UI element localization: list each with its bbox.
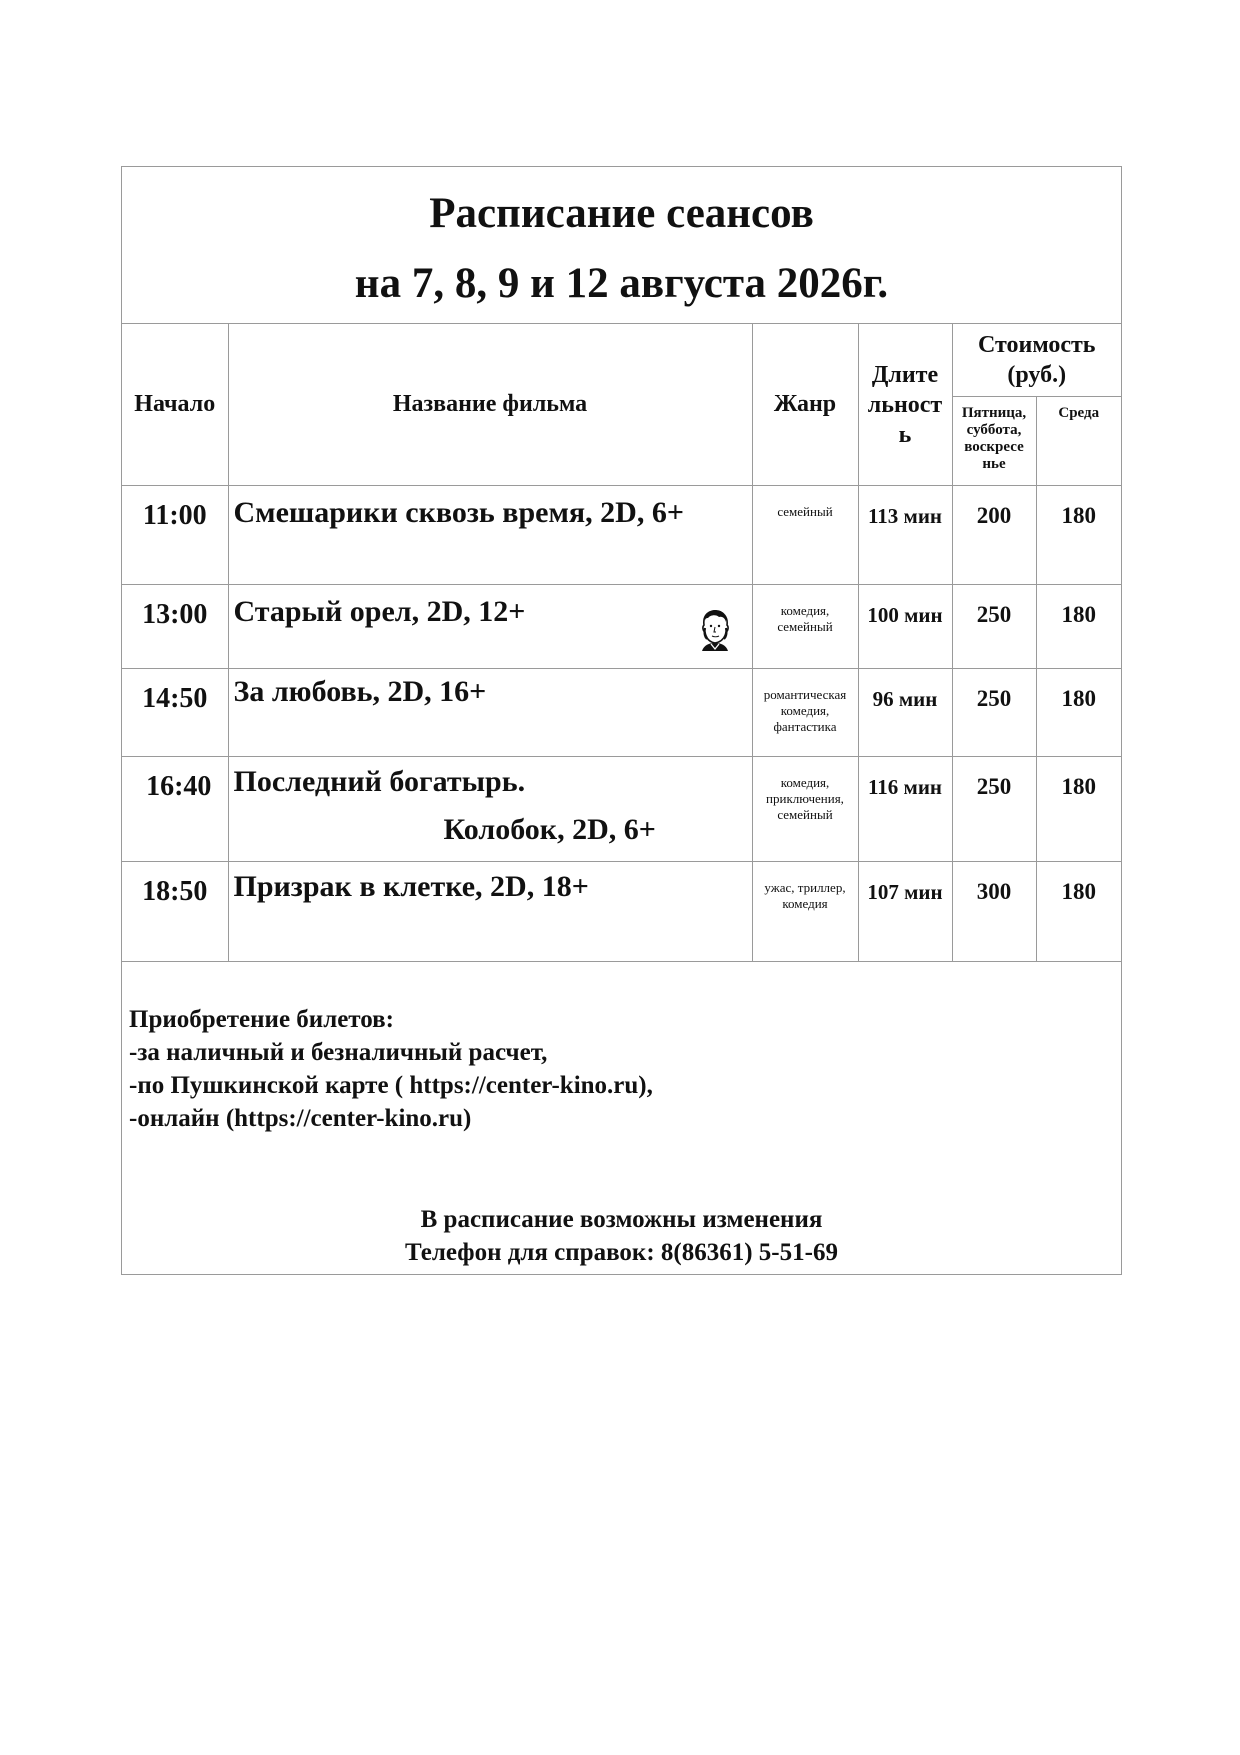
film-title: Старый орел, 2D, 12+ — [233, 595, 526, 628]
title-block — [122, 167, 1121, 324]
pushkin-card-icon — [696, 607, 734, 651]
price-wednesday: 180 — [1036, 669, 1121, 757]
film-title: Призрак в клетке, 2D, 18+ — [233, 870, 589, 903]
ticket-option-cash: -за наличный и безналичный расчет, — [129, 1039, 548, 1066]
price-weekend: 250 — [952, 669, 1036, 757]
session-film — [228, 757, 752, 862]
session-film — [228, 862, 752, 962]
session-genre: комедия, приключения, семейный — [752, 757, 858, 862]
session-start: 13:00 — [122, 585, 228, 669]
ticket-option-pushkin: -по Пушкинской карте ( https://center-kino.ru), — [129, 1072, 653, 1099]
page-title: Расписание сеансов — [429, 190, 814, 237]
price-weekend: 250 — [952, 757, 1036, 862]
session-row — [122, 862, 1121, 962]
price-wednesday: 180 — [1036, 757, 1121, 862]
price-weekend: 250 — [952, 585, 1036, 669]
session-genre: романтическая комедия, фантастика — [752, 669, 858, 757]
header-genre: Жанр — [752, 324, 858, 486]
session-genre: комедия, семейный — [752, 585, 858, 669]
session-start: 16:40 — [122, 757, 228, 862]
ticket-heading: Приобретение билетов: — [129, 1006, 394, 1033]
session-film — [228, 486, 752, 585]
price-wednesday: 180 — [1036, 486, 1121, 585]
session-start: 18:50 — [122, 862, 228, 962]
session-film — [228, 669, 752, 757]
price-weekend: 200 — [952, 486, 1036, 585]
header-cost: Стоимость (руб.) — [952, 324, 1121, 397]
film-title: Последний богатырь. — [233, 765, 526, 798]
schedule-change-note: В расписание возможны изменения — [420, 1206, 823, 1233]
session-duration: 100 мин — [858, 585, 952, 669]
session-start: 11:00 — [122, 486, 228, 585]
header-film: Название фильма — [228, 324, 752, 486]
schedule-table — [122, 324, 1121, 962]
session-genre: ужас, триллер, комедия — [752, 862, 858, 962]
ticket-purchase-info — [129, 1003, 653, 1135]
footer-note — [122, 1203, 1121, 1269]
price-wednesday: 180 — [1036, 862, 1121, 962]
page-subtitle-dates: на 7, 8, 9 и 12 августа 2026г. — [354, 260, 889, 307]
session-duration: 116 мин — [858, 757, 952, 862]
ticket-option-online: -онлайн (https://center-kino.ru) — [129, 1105, 472, 1132]
session-duration: 107 мин — [858, 862, 952, 962]
header-duration: Длите льност ь — [858, 324, 952, 486]
session-row — [122, 757, 1121, 862]
session-row — [122, 669, 1121, 757]
session-genre: семейный — [752, 486, 858, 585]
session-start: 14:50 — [122, 669, 228, 757]
schedule-sheet — [121, 166, 1122, 1275]
price-weekend: 300 — [952, 862, 1036, 962]
header-weekend-price: Пятница, суббота, воскресе нье — [952, 397, 1036, 486]
session-row — [122, 585, 1121, 669]
header-wednesday-price: Среда — [1036, 397, 1121, 486]
price-wednesday: 180 — [1036, 585, 1121, 669]
session-duration: 96 мин — [858, 669, 952, 757]
session-row — [122, 486, 1121, 585]
session-duration: 113 мин — [858, 486, 952, 585]
header-start: Начало — [122, 324, 228, 486]
film-title-continued: Колобок, 2D, 6+ — [443, 813, 656, 846]
film-title: Смешарики сквозь время, 2D, 6+ — [233, 496, 684, 529]
phone-info: Телефон для справок: 8(86361) 5-51-69 — [405, 1239, 838, 1266]
session-film — [228, 585, 752, 669]
film-title: За любовь, 2D, 16+ — [233, 675, 487, 708]
